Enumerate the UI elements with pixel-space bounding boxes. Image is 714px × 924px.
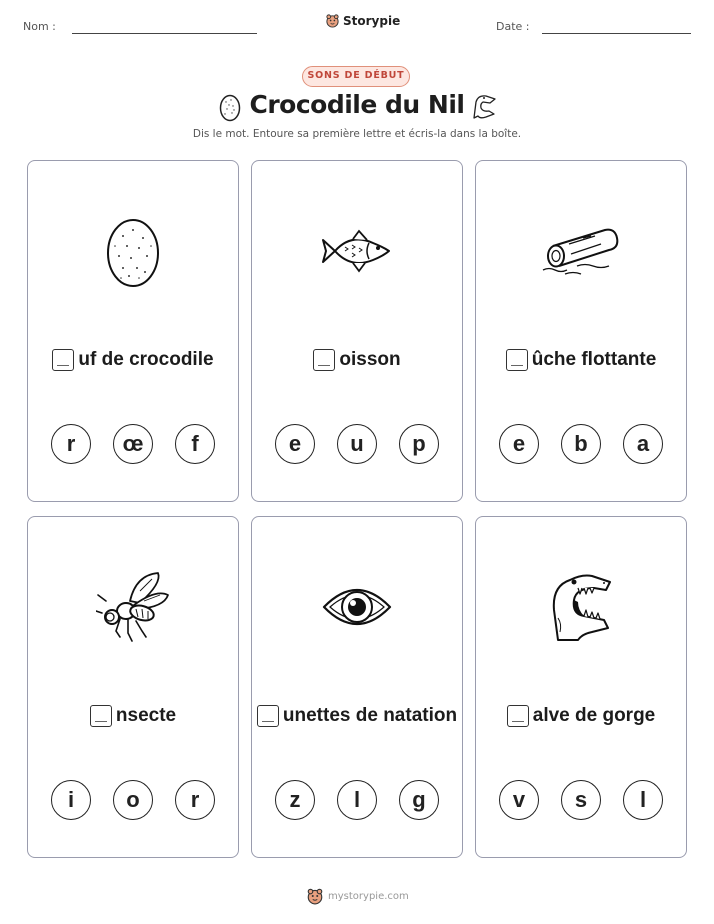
answer-box[interactable] <box>90 705 112 727</box>
brand-name: Storypie <box>343 13 401 28</box>
footer-url[interactable]: mystorypie.com <box>328 890 409 902</box>
worksheet-card <box>475 160 687 502</box>
letter-choice[interactable]: l <box>337 780 377 820</box>
word-ending: unettes de natation <box>282 705 458 726</box>
letter-choice[interactable]: e <box>499 424 539 464</box>
letter-choice[interactable]: p <box>399 424 439 464</box>
eye-icon <box>320 579 394 635</box>
answer-box[interactable] <box>507 705 529 727</box>
fly-icon <box>96 571 170 643</box>
letter-choice[interactable]: l <box>623 780 663 820</box>
instructions: Dis le mot. Entoure sa première lettre et écris-la dans la boîte. <box>192 128 522 140</box>
worksheet-card <box>27 516 239 858</box>
letter-choice[interactable]: s <box>561 780 601 820</box>
egg-icon <box>103 214 163 288</box>
crocodile-mouth-icon <box>548 570 614 644</box>
answer-box[interactable] <box>257 705 279 727</box>
brand-logo <box>325 13 400 28</box>
category-badge: SONS DE DÉBUT <box>302 66 410 87</box>
footer <box>306 887 409 905</box>
log-icon <box>539 224 623 278</box>
letter-choice[interactable]: r <box>175 780 215 820</box>
letter-choice[interactable]: i <box>51 780 91 820</box>
word-ending: uf de crocodile <box>78 349 214 370</box>
worksheet-card <box>475 516 687 858</box>
word-ending: ûche flottante <box>531 349 657 370</box>
date-label: Date : <box>496 20 530 33</box>
page-title: Crocodile du Nil <box>249 90 465 119</box>
name-label: Nom : <box>23 20 56 33</box>
letter-choice[interactable]: v <box>499 780 539 820</box>
word-ending: oisson <box>339 349 401 370</box>
word-ending: nsecte <box>115 705 177 726</box>
date-field[interactable] <box>542 33 691 34</box>
letter-choice[interactable]: e <box>275 424 315 464</box>
letter-choice[interactable]: œ <box>113 424 153 464</box>
letter-choice[interactable]: a <box>623 424 663 464</box>
letter-choice[interactable]: g <box>399 780 439 820</box>
storypie-mascot-icon <box>325 13 340 28</box>
worksheet-card <box>251 160 463 502</box>
worksheet-card <box>27 160 239 502</box>
worksheet-card <box>251 516 463 858</box>
letter-choice[interactable]: z <box>275 780 315 820</box>
storypie-mascot-icon <box>306 887 324 905</box>
fish-icon <box>321 227 393 275</box>
letter-choice[interactable]: f <box>175 424 215 464</box>
answer-box[interactable] <box>506 349 528 371</box>
answer-box[interactable] <box>52 349 74 371</box>
letter-choice[interactable]: r <box>51 424 91 464</box>
letter-choice[interactable]: b <box>561 424 601 464</box>
word-ending: alve de gorge <box>532 705 656 726</box>
name-field[interactable] <box>72 33 257 34</box>
crocodile-mouth-icon <box>470 92 498 122</box>
letter-choice[interactable]: u <box>337 424 377 464</box>
letter-choice[interactable]: o <box>113 780 153 820</box>
answer-box[interactable] <box>313 349 335 371</box>
